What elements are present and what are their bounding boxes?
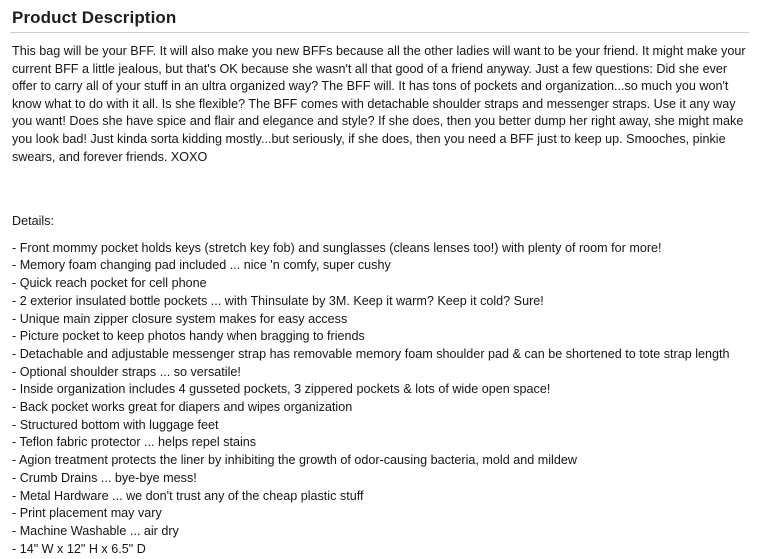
- content-spacer: [10, 166, 749, 213]
- list-item: - 14" W x 12" H x 6.5" D: [12, 541, 146, 556]
- list-item: - Front mommy pocket holds keys (stretch key fob) and sunglasses (cleans lenses too!) with plenty of room for more!: [12, 240, 662, 255]
- list-item: - Optional shoulder straps ... so versatile!: [12, 364, 241, 379]
- list-item: - Inside organization includes 4 gusseted pockets, 3 zippered pockets & lots of wide open space!: [12, 382, 551, 397]
- list-item: - Unique main zipper closure system makes for easy access: [12, 311, 348, 326]
- list-item: - Crumb Drains ... bye-bye mess!: [12, 470, 197, 485]
- details-list: [10, 240, 749, 559]
- list-item: - Memory foam changing pad included ... nice 'n comfy, super cushy: [12, 258, 391, 273]
- list-item: - Structured bottom with luggage feet: [12, 417, 219, 432]
- list-item: - Agion treatment protects the liner by inhibiting the growth of odor-causing bacteria, mold and mildew: [12, 453, 577, 468]
- list-item: - Teflon fabric protector ... helps repel stains: [12, 435, 257, 450]
- title-divider: [10, 32, 749, 33]
- description-paragraph: This bag will be your BFF. It will also make you new BFFs because all the other ladies will want to be your friend. It might make your current BFF a little jealous, but that's OK because she wasn't all that good of a friend anyway. Just a few questions: Did she ever offer to carry all of your stuff in an ultra organized way? The BFF will. It has tons of pockets and organization...so much you won't know what to do with it all. Is she flexible? The BFF comes with detachable shoulder straps and messenger straps. Use it any way you want! Does she have spice and flair and elegance and style? If she does, then you better dump her right away, she might make you look bad! Just kinda sorta kidding mostly...but seriously, if she does, then you need a BFF just to keep up. Smooches, pinkie swears, and forever friends. XOXO: [12, 44, 746, 164]
- list-item: - 2 exterior insulated bottle pockets ... with Thinsulate by 3M. Keep it warm? Keep it cold? Sure!: [12, 293, 544, 308]
- list-item: - Machine Washable ... air dry: [12, 524, 179, 538]
- page-title: Product Description: [12, 8, 177, 27]
- list-item: - Back pocket works great for diapers and wipes organization: [12, 400, 353, 415]
- list-item: - Picture pocket to keep photos handy when bragging to friends: [12, 329, 365, 344]
- list-item: - Quick reach pocket for cell phone: [12, 276, 207, 291]
- list-item: - Metal Hardware ... we don't trust any of the cheap plastic stuff: [12, 488, 364, 503]
- list-item: - Detachable and adjustable messenger strap has removable memory foam shoulder pad & can be shortened to tote strap length: [12, 346, 730, 361]
- details-heading: Details:: [12, 214, 54, 229]
- list-item: - Print placement may vary: [12, 506, 162, 521]
